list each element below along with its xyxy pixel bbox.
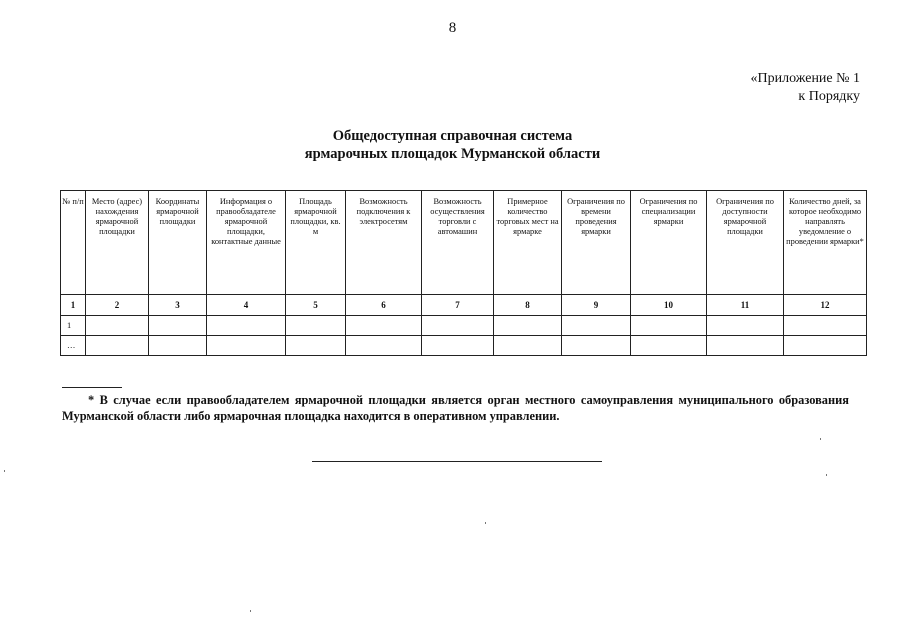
column-number: 5: [286, 295, 346, 316]
table-cell: [86, 336, 149, 356]
column-header: Информация о правообладателе ярмарочной площадки, контактные данные: [207, 191, 286, 295]
table-cell: [494, 336, 562, 356]
column-number: 1: [61, 295, 86, 316]
document-end-line: [312, 461, 602, 462]
table-cell: [422, 336, 494, 356]
table-cell: [149, 336, 207, 356]
column-header: Ограничения по доступности ярмарочной площадки: [707, 191, 784, 295]
table-cell: [86, 316, 149, 336]
column-number: 2: [86, 295, 149, 316]
table-cell: [494, 316, 562, 336]
table-row: [61, 316, 867, 336]
column-header: Примерное количество торговых мест на ярмарке: [494, 191, 562, 295]
column-number: 4: [207, 295, 286, 316]
table-cell: [346, 336, 422, 356]
column-number: 9: [562, 295, 631, 316]
scan-speck: [826, 474, 827, 476]
table-cell: [207, 336, 286, 356]
column-header: Координаты ярмарочной площадки: [149, 191, 207, 295]
appendix-reference: [751, 70, 861, 106]
page-number: 8: [448, 20, 457, 36]
column-number: 11: [707, 295, 784, 316]
column-number: 12: [784, 295, 867, 316]
table-cell: [784, 336, 867, 356]
footnote-separator: [62, 387, 122, 388]
appendix-order-reference: к Порядку: [798, 89, 860, 104]
document-title: [0, 127, 905, 163]
column-number: 8: [494, 295, 562, 316]
column-header: № п/п: [61, 191, 86, 295]
table-cell: [707, 316, 784, 336]
table-cell: [286, 316, 346, 336]
footnote: [62, 393, 849, 424]
fair-sites-table: [60, 190, 867, 356]
column-header: Возможность подключения к электросетям: [346, 191, 422, 295]
footnote-text: В случае если правообладателем ярмарочной площадки является орган местного самоуправления муниципального образования Мурманской области либо ярмарочная площадка находится в оперативном управлении.: [62, 393, 849, 423]
table-cell: [562, 316, 631, 336]
table-cell: [422, 316, 494, 336]
column-number-row: [61, 295, 867, 316]
title-line-1: Общедоступная справочная система: [332, 128, 573, 144]
column-header: Площадь ярмарочной площадки, кв. м: [286, 191, 346, 295]
table-cell: …: [61, 336, 86, 356]
table-cell: [631, 316, 707, 336]
title-line-2: ярмарочных площадок Мурманской области: [304, 146, 601, 162]
appendix-label: «Приложение № 1: [750, 71, 860, 86]
column-header: Ограничения по времени проведения ярмарки: [562, 191, 631, 295]
scan-speck: [485, 522, 486, 524]
column-header: Количество дней, за которое необходимо направлять уведомление о проведении ярмарки*: [784, 191, 867, 295]
column-number: 7: [422, 295, 494, 316]
scan-speck: [250, 610, 251, 612]
scan-speck: [820, 438, 821, 440]
column-number: 10: [631, 295, 707, 316]
table-cell: [631, 336, 707, 356]
table-cell: [149, 316, 207, 336]
table-cell: [207, 316, 286, 336]
table-cell: [784, 316, 867, 336]
table-row: [61, 336, 867, 356]
table-cell: [562, 336, 631, 356]
column-header: Возможность осуществления торговли с автомашин: [422, 191, 494, 295]
table-cell: [707, 336, 784, 356]
scan-speck: [4, 470, 5, 472]
column-number: 3: [149, 295, 207, 316]
column-number: 6: [346, 295, 422, 316]
table-header-row: [61, 191, 867, 295]
column-header: Место (адрес) нахождения ярмарочной площадки: [86, 191, 149, 295]
footnote-marker: *: [88, 393, 95, 407]
column-header: Ограничения по специализации ярмарки: [631, 191, 707, 295]
table-cell: 1: [61, 316, 86, 336]
table-cell: [286, 336, 346, 356]
table-cell: [346, 316, 422, 336]
